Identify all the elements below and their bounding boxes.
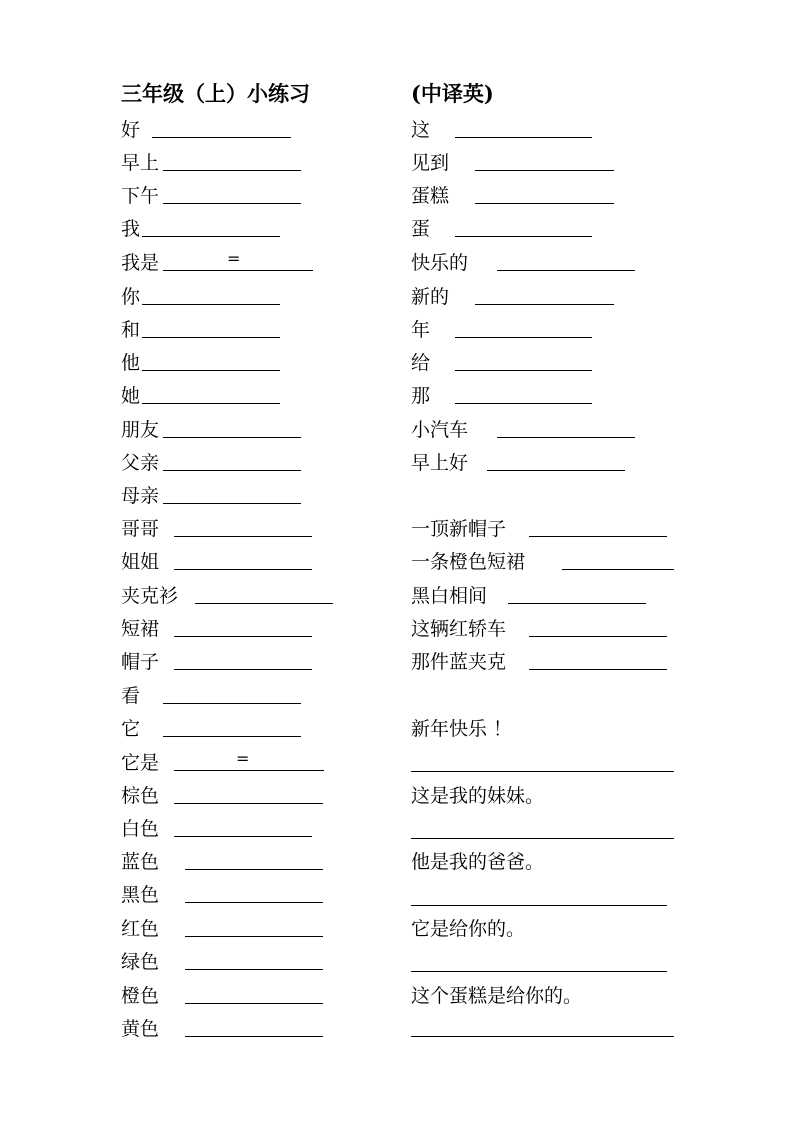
answer-blank[interactable] bbox=[455, 370, 592, 371]
vocab-label: 下午 bbox=[121, 185, 160, 207]
vocab-row bbox=[411, 250, 639, 276]
answer-blank[interactable] bbox=[163, 203, 301, 204]
answer-blank[interactable] bbox=[195, 603, 333, 604]
vocab-row bbox=[411, 583, 650, 609]
vocab-label: 朋友 bbox=[121, 419, 160, 441]
vocab-label: 母亲 bbox=[121, 485, 160, 507]
vocab-label: 这 bbox=[411, 119, 431, 141]
vocab-row bbox=[121, 716, 305, 742]
vocab-row bbox=[121, 916, 327, 942]
vocab-label: 夹克衫 bbox=[121, 585, 179, 607]
answer-blank[interactable] bbox=[163, 736, 301, 737]
vocab-row bbox=[411, 616, 671, 642]
sentence-answer-blank[interactable] bbox=[411, 771, 674, 772]
vocab-row bbox=[121, 350, 284, 376]
answer-blank[interactable] bbox=[529, 636, 667, 637]
sentence-prompt: 他是我的爸爸。 bbox=[411, 851, 545, 873]
answer-blank[interactable] bbox=[163, 703, 301, 704]
vocab-row bbox=[121, 516, 316, 542]
vocab-label: 好 bbox=[121, 119, 141, 141]
answer-blank[interactable] bbox=[455, 236, 592, 237]
answer-blank[interactable] bbox=[174, 636, 312, 637]
vocab-label: 一条橙色短裙 bbox=[411, 551, 526, 573]
vocab-label: 蛋糕 bbox=[411, 185, 450, 207]
answer-blank[interactable] bbox=[174, 669, 312, 670]
vocab-label: 父亲 bbox=[121, 452, 160, 474]
answer-blank[interactable] bbox=[475, 203, 614, 204]
answer-blank[interactable] bbox=[142, 337, 280, 338]
vocab-row bbox=[121, 583, 337, 609]
answer-blank[interactable] bbox=[475, 304, 614, 305]
answer-blank[interactable] bbox=[163, 270, 313, 271]
sentence-answer-blank[interactable] bbox=[411, 838, 674, 839]
vocab-row bbox=[411, 417, 639, 443]
vocab-row bbox=[121, 683, 305, 709]
vocab-label: 他 bbox=[121, 352, 141, 374]
vocab-label: 和 bbox=[121, 319, 141, 341]
sentence-prompt: 它是给你的。 bbox=[411, 918, 526, 940]
vocab-label: 绿色 bbox=[121, 951, 160, 973]
vocab-label: 年 bbox=[411, 319, 431, 341]
vocab-row bbox=[411, 549, 678, 575]
answer-blank[interactable] bbox=[163, 503, 301, 504]
vocab-label: 它 bbox=[121, 718, 141, 740]
vocab-label: 红色 bbox=[121, 918, 160, 940]
vocab-label: 黑色 bbox=[121, 884, 160, 906]
vocab-row bbox=[121, 216, 284, 242]
answer-blank[interactable] bbox=[142, 370, 280, 371]
vocab-label: 那件蓝夹克 bbox=[411, 651, 507, 673]
vocab-label: 看 bbox=[121, 685, 141, 707]
vocab-row bbox=[121, 983, 327, 1009]
answer-blank[interactable] bbox=[185, 1036, 323, 1037]
vocab-label: 小汽车 bbox=[411, 419, 469, 441]
answer-blank[interactable] bbox=[174, 569, 312, 570]
answer-blank[interactable] bbox=[455, 337, 592, 338]
vocab-row bbox=[411, 350, 596, 376]
vocab-row bbox=[411, 649, 671, 675]
answer-blank[interactable] bbox=[142, 403, 280, 404]
equals-sign: = bbox=[236, 749, 250, 768]
vocab-row bbox=[411, 216, 596, 242]
vocab-row bbox=[121, 783, 327, 809]
vocab-row bbox=[121, 1016, 327, 1042]
vocab-row bbox=[411, 383, 596, 409]
vocab-label: 棕色 bbox=[121, 785, 160, 807]
sentence-prompt: 这是我的妹妹。 bbox=[411, 785, 545, 807]
vocab-row bbox=[411, 117, 596, 143]
vocab-row bbox=[121, 250, 317, 276]
vocab-label: 早上好 bbox=[411, 452, 469, 474]
vocab-label: 你 bbox=[121, 286, 141, 308]
vocab-label: 见到 bbox=[411, 152, 450, 174]
answer-blank[interactable] bbox=[455, 403, 592, 404]
vocab-label: 蓝色 bbox=[121, 851, 160, 873]
answer-blank[interactable] bbox=[174, 536, 312, 537]
vocab-row bbox=[121, 616, 316, 642]
answer-blank[interactable] bbox=[529, 669, 667, 670]
answer-blank[interactable] bbox=[174, 836, 312, 837]
vocab-row bbox=[121, 649, 316, 675]
vocab-label: 快乐的 bbox=[411, 252, 469, 274]
vocab-row bbox=[121, 949, 327, 975]
vocab-row bbox=[411, 183, 618, 209]
vocab-label: 我是 bbox=[121, 252, 160, 274]
answer-blank[interactable] bbox=[152, 137, 291, 138]
vocab-row bbox=[121, 417, 305, 443]
vocab-row bbox=[121, 117, 295, 143]
page-title: 三年级（上）小练习 bbox=[121, 81, 310, 106]
vocab-label: 姐姐 bbox=[121, 551, 160, 573]
vocab-row bbox=[121, 750, 328, 776]
vocab-label: 我 bbox=[121, 218, 141, 240]
answer-blank[interactable] bbox=[163, 470, 301, 471]
vocab-label: 黄色 bbox=[121, 1018, 160, 1040]
vocab-label: 它是 bbox=[121, 752, 160, 774]
page-subtitle: (中译英) bbox=[411, 81, 494, 106]
vocab-label: 蛋 bbox=[411, 218, 431, 240]
vocab-row bbox=[411, 450, 629, 476]
vocab-row bbox=[121, 317, 284, 343]
answer-blank[interactable] bbox=[163, 437, 301, 438]
vocab-label: 黑白相间 bbox=[411, 585, 488, 607]
vocab-row bbox=[121, 849, 327, 875]
equals-sign: = bbox=[227, 249, 241, 268]
answer-blank[interactable] bbox=[185, 936, 323, 937]
answer-blank[interactable] bbox=[529, 536, 667, 537]
answer-blank[interactable] bbox=[475, 170, 614, 171]
vocab-label: 白色 bbox=[121, 818, 160, 840]
vocab-label: 新的 bbox=[411, 286, 450, 308]
vocab-label: 帽子 bbox=[121, 651, 160, 673]
answer-blank[interactable] bbox=[174, 803, 323, 804]
answer-blank[interactable] bbox=[174, 770, 324, 771]
vocab-row bbox=[121, 284, 284, 310]
vocab-label: 她 bbox=[121, 385, 141, 407]
vocab-row bbox=[121, 183, 305, 209]
vocab-row bbox=[121, 383, 284, 409]
answer-blank[interactable] bbox=[185, 1003, 323, 1004]
answer-blank[interactable] bbox=[185, 869, 323, 870]
vocab-label: 给 bbox=[411, 352, 431, 374]
vocab-row bbox=[411, 516, 671, 542]
vocab-row bbox=[411, 317, 596, 343]
vocab-row bbox=[121, 450, 305, 476]
answer-blank[interactable] bbox=[508, 603, 646, 604]
sentence-answer-blank[interactable] bbox=[411, 1036, 674, 1037]
vocab-label: 一顶新帽子 bbox=[411, 518, 507, 540]
sentence-prompt: 新年快乐 ！ bbox=[411, 718, 513, 740]
vocab-row bbox=[121, 882, 327, 908]
vocab-row bbox=[121, 549, 316, 575]
sentence-answer-blank[interactable] bbox=[411, 905, 667, 906]
vocab-label: 早上 bbox=[121, 152, 160, 174]
vocab-row bbox=[121, 150, 305, 176]
vocab-label: 那 bbox=[411, 385, 431, 407]
answer-blank[interactable] bbox=[562, 569, 674, 570]
sentence-prompt: 这个蛋糕是给你的。 bbox=[411, 985, 583, 1007]
vocab-row bbox=[121, 816, 316, 842]
answer-blank[interactable] bbox=[455, 137, 592, 138]
answer-blank[interactable] bbox=[487, 470, 625, 471]
answer-blank[interactable] bbox=[497, 437, 635, 438]
answer-blank[interactable] bbox=[163, 170, 301, 171]
answer-blank[interactable] bbox=[185, 969, 323, 970]
vocab-row bbox=[411, 150, 618, 176]
vocab-row bbox=[121, 483, 305, 509]
vocab-label: 橙色 bbox=[121, 985, 160, 1007]
vocab-label: 短裙 bbox=[121, 618, 160, 640]
answer-blank[interactable] bbox=[497, 270, 635, 271]
answer-blank[interactable] bbox=[185, 902, 323, 903]
vocab-label: 哥哥 bbox=[121, 518, 160, 540]
vocab-label: 这辆红轿车 bbox=[411, 618, 507, 640]
sentence-answer-blank[interactable] bbox=[411, 971, 667, 972]
vocab-row bbox=[411, 284, 618, 310]
answer-blank[interactable] bbox=[142, 304, 280, 305]
answer-blank[interactable] bbox=[142, 236, 280, 237]
